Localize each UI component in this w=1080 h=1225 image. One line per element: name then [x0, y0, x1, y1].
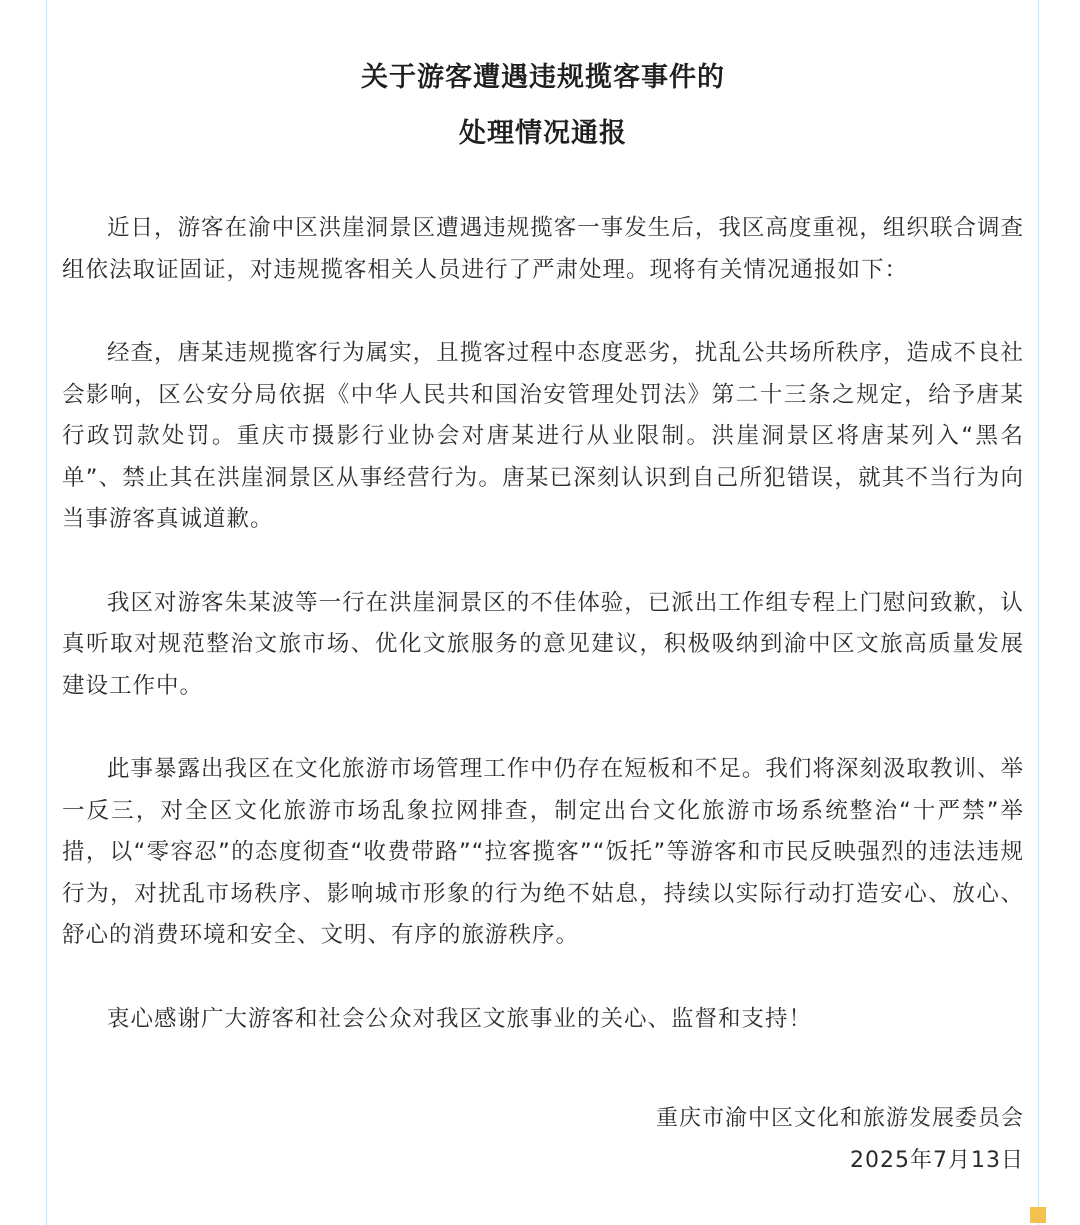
paragraph-thanks: 衷心感谢广大游客和社会公众对我区文旅事业的关心、监督和支持！	[107, 1005, 813, 1032]
paragraph-intro: 近日，游客在渝中区洪崖洞景区遭遇违规揽客一事发生后，我区高度重视，组织联合调查组依法取证固证，对违规揽客相关人员进行了严肃处理。现将有关情况通报如下：	[62, 215, 1024, 283]
paragraph-apology: 我区对游客朱某波等一行在洪崖洞景区的不佳体验，已派出工作组专程上门慰问致歉，认真听取对规范整治文旅市场、优化文旅服务的意见建议，积极吸纳到渝中区文旅高质量发展建设工作中。	[62, 589, 1024, 699]
signature-date: 2025年7月13日	[850, 1148, 1024, 1173]
left-border-rule	[46, 0, 47, 1225]
paragraph-measures: 此事暴露出我区在文化旅游市场管理工作中仍存在短板和不足。我们将深刻汲取教训、举一反三，对全区文化旅游市场乱象拉网排查，制定出台文化旅游市场系统整治“十严禁”举措，以“零容忍”的态度彻查“收费带路”“拉客揽客”“饭托”等游客和市民反映强烈的违法违规行为，对扰乱市场秩序、影响城市形象的行为绝不姑息，持续以实际行动打造安心、放心、舒心的消费环境和安全、文明、有序的旅游秩序。	[62, 756, 1024, 948]
corner-square-icon	[1030, 1207, 1046, 1223]
right-border-rule	[1038, 0, 1039, 1225]
title-line-1: 关于游客遭遇违规揽客事件的	[361, 62, 725, 93]
paragraph-findings: 经查，唐某违规揽客行为属实，且揽客过程中态度恶劣，扰乱公共场所秩序，造成不良社会影响，区公安分局依据《中华人民共和国治安管理处罚法》第二十三条之规定，给予唐某行政罚款处罚。重庆市摄影行业协会对唐某进行从业限制。洪崖洞景区将唐某列入“黑名单”、禁止其在洪崖洞景区从事经营行为。唐某已深刻认识到自己所犯错误，就其不当行为向当事游客真诚道歉。	[62, 340, 1024, 532]
document-body	[62, 50, 1024, 1182]
document-title	[62, 50, 1024, 162]
signature-organization: 重庆市渝中区文化和旅游发展委员会	[655, 1106, 1024, 1131]
title-line-2: 处理情况通报	[459, 118, 627, 149]
